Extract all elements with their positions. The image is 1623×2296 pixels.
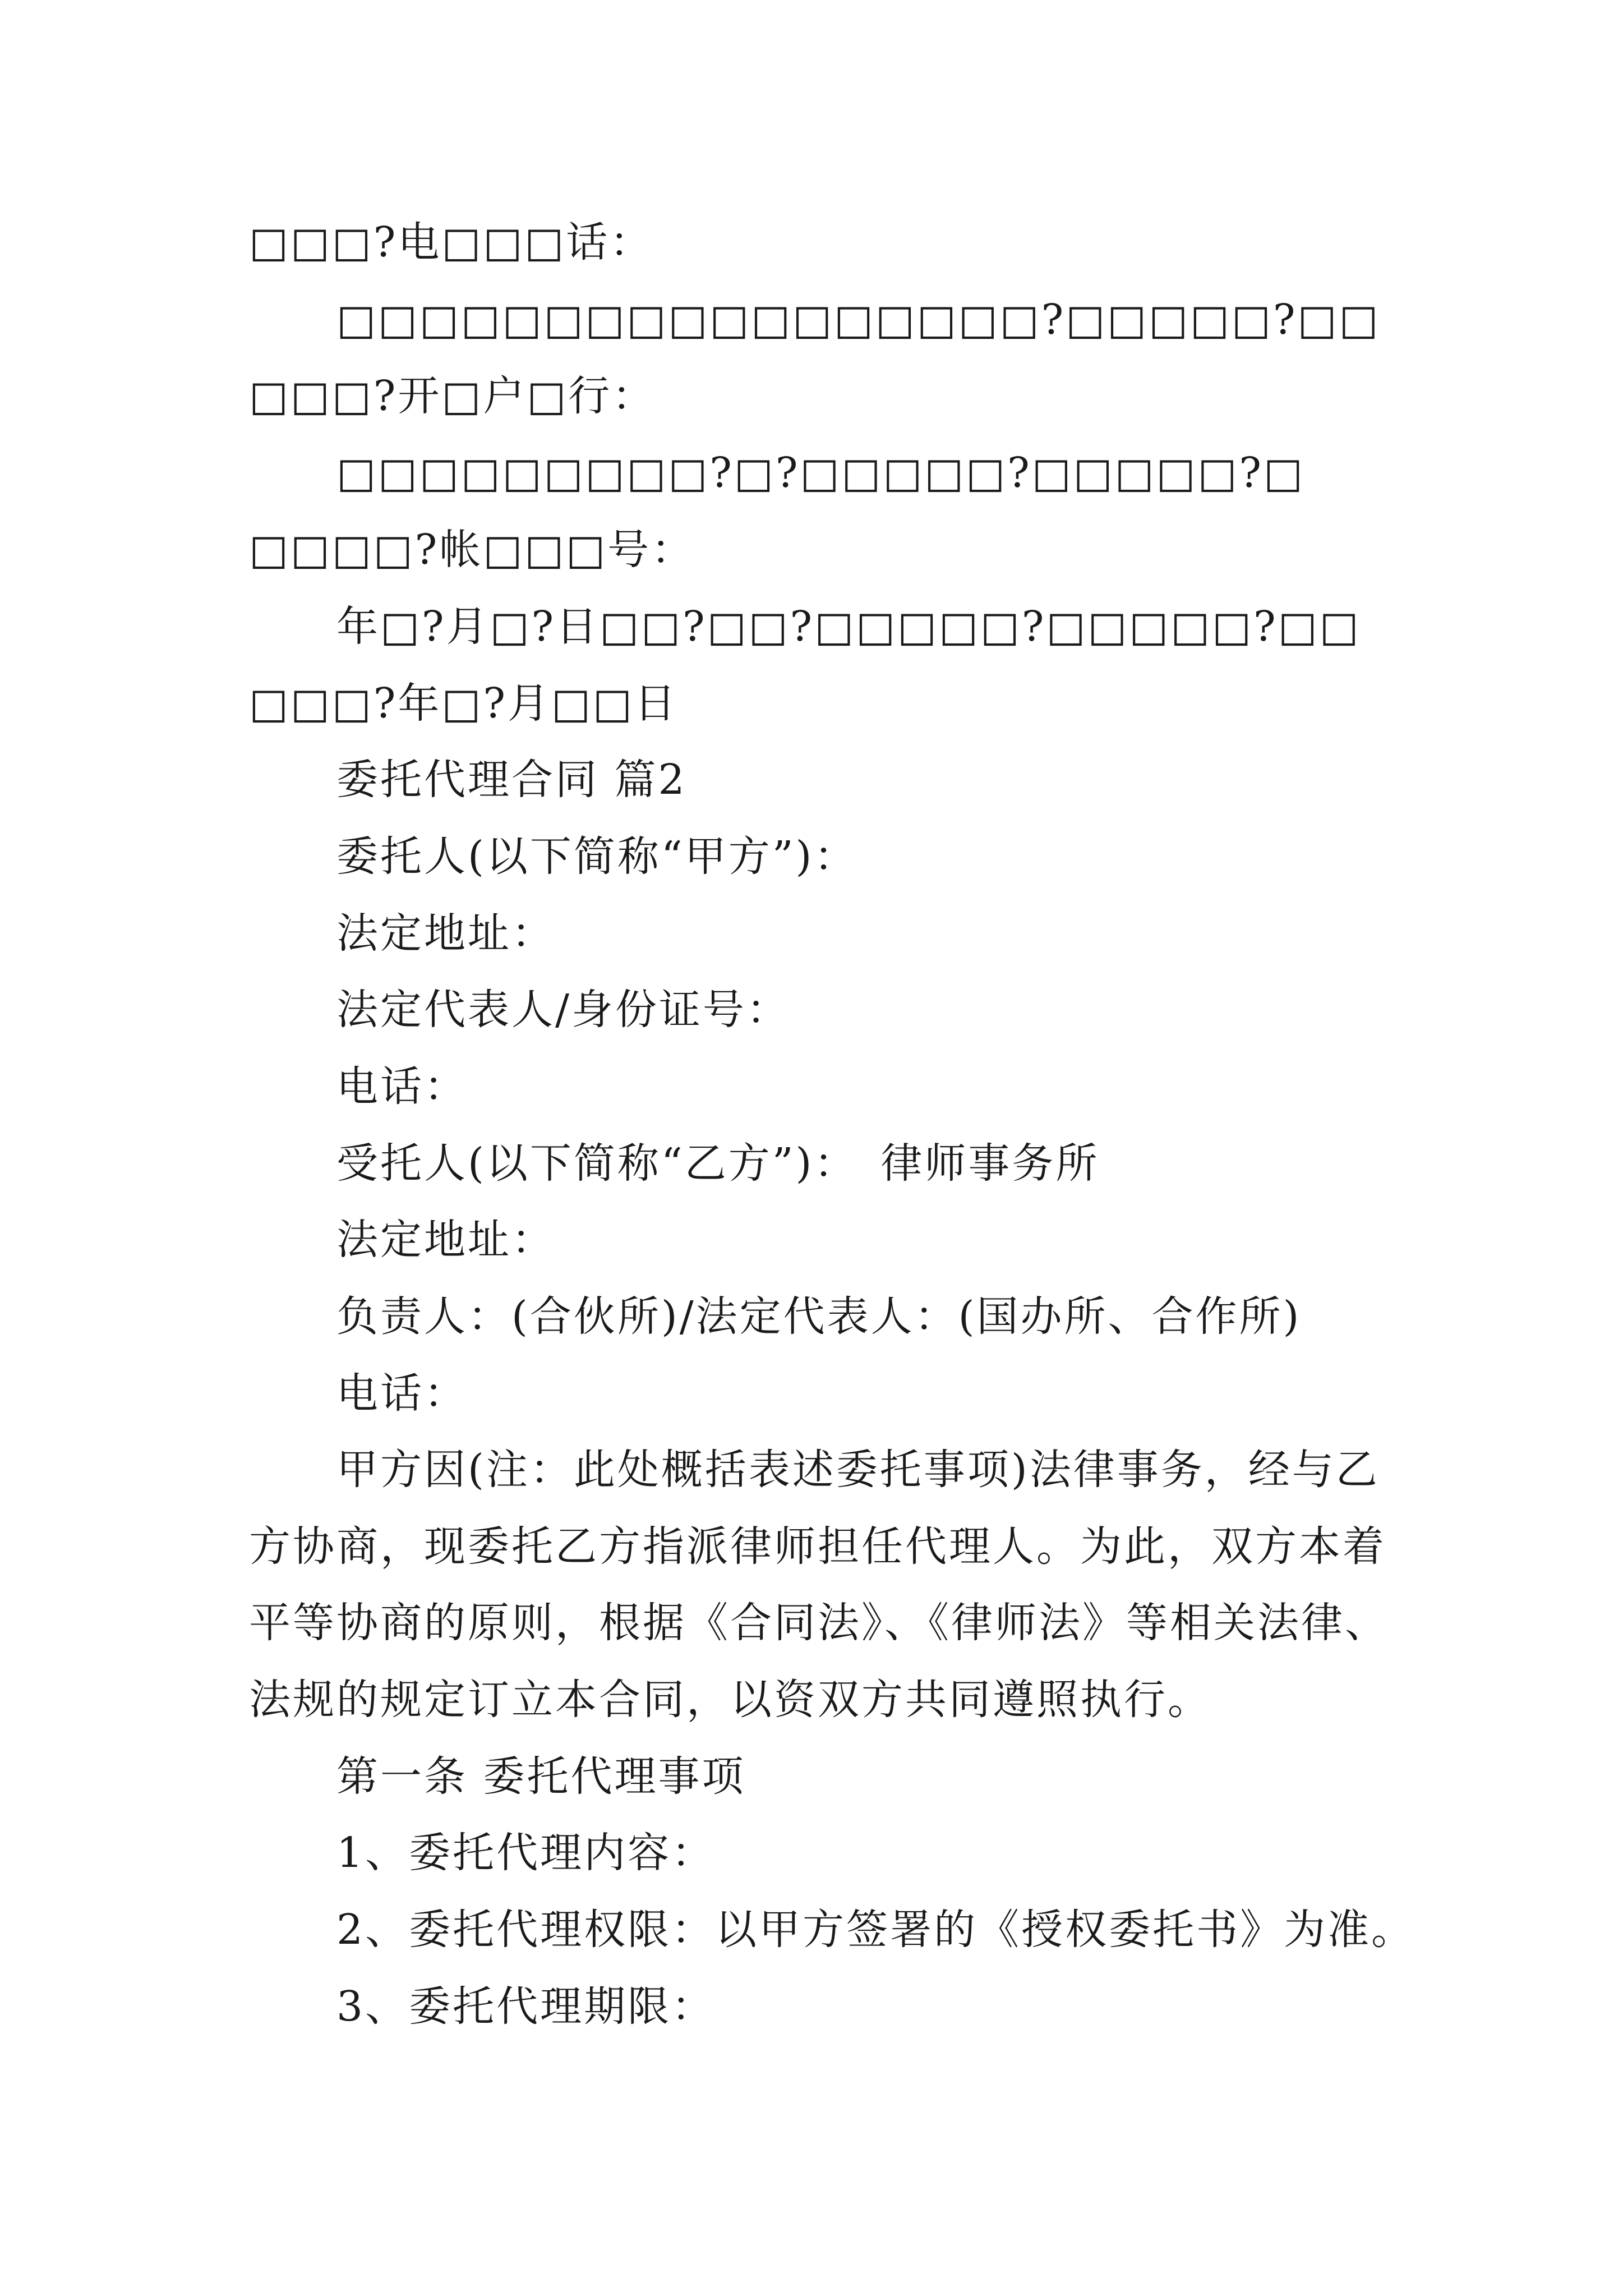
contract-line: 委托人(以下简称“甲方”)： xyxy=(336,832,858,881)
contract-line: □□□?电□□□话： xyxy=(249,218,654,266)
contract-line: □□□□?帐□□□号： xyxy=(249,526,695,574)
contract-line: 法定代表人/身份证号： xyxy=(336,986,790,1034)
contract-line: □□□?年□?月□□日 xyxy=(249,679,678,728)
contract-line: 法规的规定订立本合同，以资双方共同遵照执行。 xyxy=(249,1676,1211,1724)
contract-line: 电话： xyxy=(336,1062,468,1111)
contract-line: 3、委托代理期限： xyxy=(336,1982,716,2031)
contract-line: 受托人(以下简称“乙方”)： 律师事务所 xyxy=(336,1139,1100,1188)
section-heading: 委托代理合同 篇2 xyxy=(336,756,687,804)
contract-line: 2、委托代理权限：以甲方签署的《授权委托书》为准。 xyxy=(336,1906,1415,1954)
contract-line: 法定地址： xyxy=(336,1216,555,1264)
contract-line: □□□□□□□□□?□?□□□□□?□□□□□?□ xyxy=(336,449,1305,497)
section-heading: 第一条 委托代理事项 xyxy=(336,1752,746,1801)
contract-line: 甲方因(注：此处概括表述委托事项)法律事务，经与乙 xyxy=(336,1446,1380,1494)
contract-line: 平等协商的原则，根据《合同法》、《律师法》等相关法律、 xyxy=(249,1599,1389,1647)
contract-line: 法定地址： xyxy=(336,909,555,958)
contract-line: 负责人：(合伙所)/法定代表人：(国办所、合作所) xyxy=(336,1292,1302,1341)
contract-line: 电话： xyxy=(336,1369,468,1418)
contract-line: □□□□□□□□□□□□□□□□□?□□□□□?□□ xyxy=(336,296,1381,344)
contract-line: 方协商，现委托乙方指派律师担任代理人。为此，双方本着 xyxy=(249,1522,1386,1571)
contract-line: 年□?月□?日□□?□□?□□□□□?□□□□□?□□ xyxy=(336,602,1361,651)
contract-line: 1、委托代理内容： xyxy=(336,1829,716,1877)
contract-line: □□□?开□户□行： xyxy=(249,372,656,420)
